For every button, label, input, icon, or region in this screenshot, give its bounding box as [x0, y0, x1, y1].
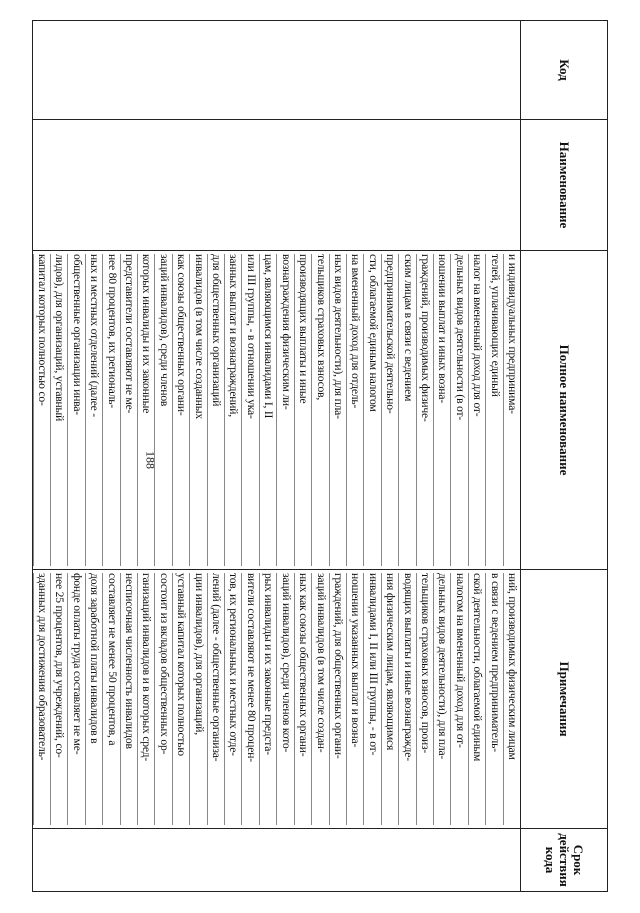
full-name-line: заций инвалидов), среди членов: [154, 254, 171, 566]
notes-line: составляет не менее 50 процентов, а: [102, 573, 119, 825]
full-name-line: граждений, производимых физиче-: [416, 254, 433, 566]
notes-line: ской деятельности, облагаемой единым: [468, 573, 485, 825]
notes-line: рых инвалиды и их законные предста-: [259, 573, 276, 825]
notes-line: фонде оплаты труда составляет не ме-: [67, 573, 84, 825]
notes-line: заций инвалидов (в том числе создан-: [311, 573, 328, 825]
full-name-line: которых инвалиды и их законные: [137, 254, 154, 566]
notes-line: тельщиков страховых взносов, произ-: [416, 573, 433, 825]
full-name-line: цам, являющимся инвалидами I, II: [259, 254, 276, 566]
cell-name: [32, 120, 520, 251]
full-name-line: на вмененный доход для отдель-: [346, 254, 363, 566]
notes-line: нее 25 процентов, для учреждений, со-: [50, 573, 67, 825]
full-name-line: ных и местных отделений (далее -: [85, 254, 102, 566]
full-name-line: для общественных организаций: [207, 254, 224, 566]
full-name-line: ных видов деятельности), для пла-: [329, 254, 346, 566]
full-name-line: ским лицам в связи с ведением: [398, 254, 415, 566]
notes-line: лений (далее - общественные организа-: [207, 573, 224, 825]
notes-line: граждений, для общественных органи-: [329, 573, 346, 825]
full-name-line: предпринимательской деятельно-: [381, 254, 398, 566]
full-name-line: представители составляют не ме-: [120, 254, 137, 566]
notes-line: состоит из вкладов общественных ор-: [154, 573, 171, 825]
notes-line: инвалидами I, II или III группы, - в от-: [363, 573, 380, 825]
full-name-line: или III группы, - в отношении ука-: [242, 254, 259, 566]
cell-term: [32, 829, 520, 892]
notes-line: несписочная численность инвалидов: [120, 573, 137, 825]
header-name: Наименование: [521, 120, 608, 251]
full-name-line: вознаграждения физическим ли-: [276, 254, 293, 566]
notes-line: в связи с ведением предприниматель-: [485, 573, 502, 825]
full-name-text: [33, 251, 520, 569]
notes-line: зданных для достижения образователь-: [33, 573, 50, 825]
notes-line: ношении указанных выплат и возна-: [346, 573, 363, 825]
full-name-line: лидов), для организаций, уставный: [50, 254, 67, 566]
notes-line: ний, производимых физическим лицам: [503, 573, 520, 825]
notes-line: ных как союзы общественных органи-: [294, 573, 311, 825]
full-name-line: сти, облагаемой единым налогом: [363, 254, 380, 566]
full-name-line: общественные организации инва-: [67, 254, 84, 566]
header-code: Код: [521, 21, 608, 120]
notes-line: вители составляют не менее 80 процен-: [242, 573, 259, 825]
full-name-line: ношении выплат и иных возна-: [433, 254, 450, 566]
full-name-line: нее 80 процентов, их региональ-: [102, 254, 119, 566]
full-name-line: и индивидуальных предпринима-: [503, 254, 520, 566]
full-name-line: налог на вмененный доход для от-: [468, 254, 485, 566]
page-number-text: 188: [143, 451, 158, 469]
full-name-line: занных выплат и вознаграждений,: [224, 254, 241, 566]
notes-line: ции инвалидов), для организаций,: [189, 573, 206, 825]
notes-line: доля заработной платы инвалидов в: [85, 573, 102, 825]
notes-line: дельных видов деятельности), для пла-: [433, 573, 450, 825]
full-name-line: капитал которых полностью со-: [33, 254, 50, 566]
header-notes: Примечания: [521, 570, 608, 829]
notes-text: [33, 570, 520, 828]
cell-code: [32, 21, 520, 120]
full-name-line: инвалидов (в том числе созданных: [189, 254, 206, 566]
notes-line: тов, их региональных и местных отде-: [224, 573, 241, 825]
header-term: Срок действия кода: [521, 829, 608, 892]
notes-line: уставный капитал которых полностью: [172, 573, 189, 825]
notes-line: заций инвалидов), среди членов кото-: [276, 573, 293, 825]
notes-line: водящих выплаты и иные вознагражде-: [398, 573, 415, 825]
notes-line: налогом на вмененный доход для от-: [450, 573, 467, 825]
table-header-row: [521, 21, 608, 892]
cell-notes: [32, 570, 520, 829]
rotated-document: [36, 20, 608, 887]
full-name-line: тельщиков страховых взносов,: [311, 254, 328, 566]
table-row: [32, 21, 520, 892]
notes-line: ния физическим лицам, являющимся: [381, 573, 398, 825]
notes-line: ганизаций инвалидов и в которых сред-: [137, 573, 154, 825]
full-name-line: дельных видов деятельности (в от-: [450, 254, 467, 566]
full-name-line: телей, уплачивающих единый: [485, 254, 502, 566]
code-table: [32, 20, 608, 892]
header-full-name: Полное наименование: [521, 251, 608, 570]
full-name-line: как союзы общественных органи-: [172, 254, 189, 566]
cell-full-name: [32, 251, 520, 570]
full-name-line: производящих выплаты и иные: [294, 254, 311, 566]
